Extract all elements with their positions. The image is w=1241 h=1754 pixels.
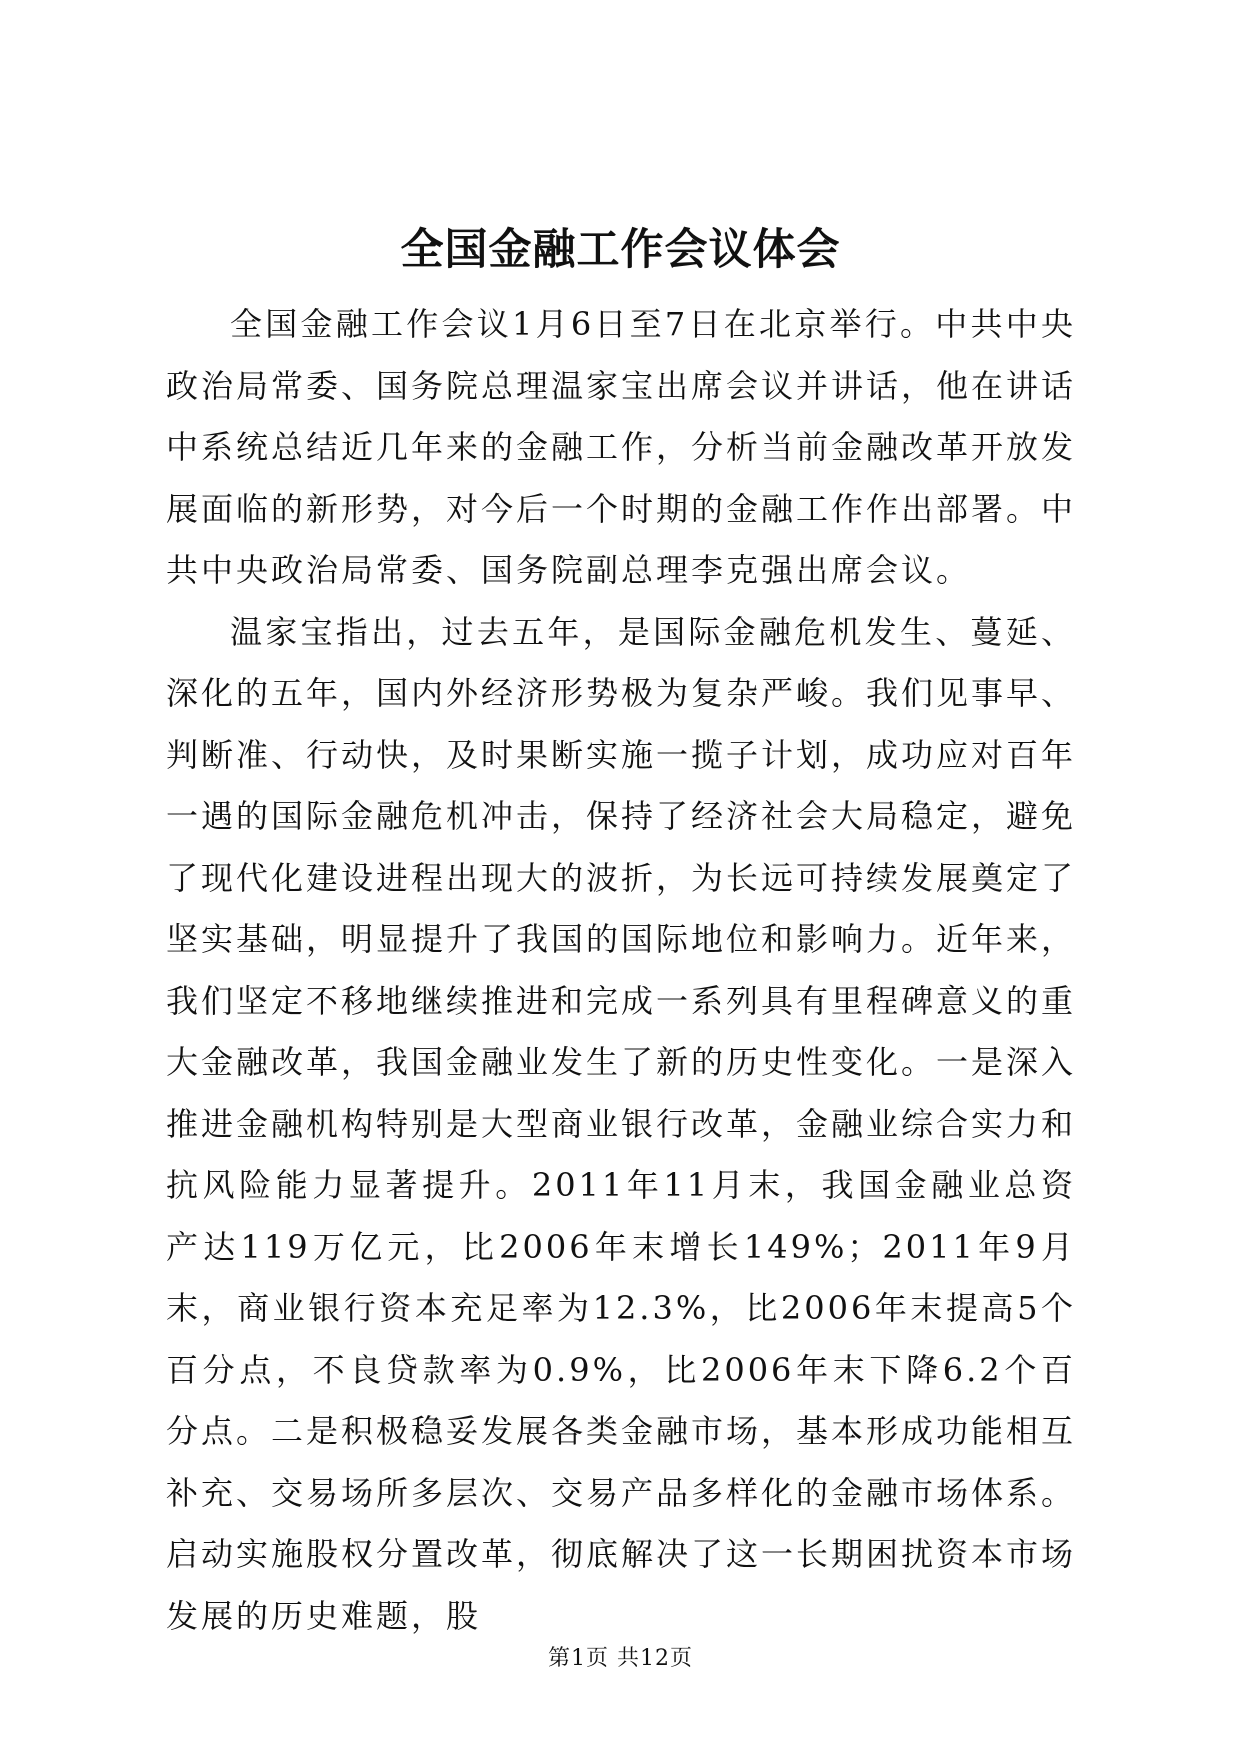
document-body <box>166 294 1076 1647</box>
paragraph-1: 全国金融工作会议1月6日至7日在北京举行。中共中央政治局常委、国务院总理温家宝出席会议并讲话，他在讲话中系统总结近几年来的金融工作，分析当前金融改革开放发展面临的新形势，对今后一个时期的金融工作作出部署。中共中央政治局常委、国务院副总理李克强出席会议。 <box>166 305 1077 589</box>
page-number-footer: 第1页 共12页 <box>548 1646 693 1671</box>
page-title: 全国金融工作会议体会 <box>400 225 841 275</box>
paragraph-2: 温家宝指出，过去五年，是国际金融危机发生、蔓延、深化的五年，国内外经济形势极为复杂严峻。我们见事早、判断准、行动快，及时果断实施一揽子计划，成功应对百年一遇的国际金融危机冲击，保持了经济社会大局稳定，避免了现代化建设进程出现大的波折，为长远可持续发展奠定了坚实基础，明显提升了我国的国际地位和影响力。近年来，我们坚定不移地继续推进和完成一系列具有里程碑意义的重大金融改革，我国金融业发生了新的历史性变化。一是深入推进金融机构特别是大型商业银行改革，金融业综合实力和抗风险能力显著提升。2011年11月末，我国金融业总资产达119万亿元，比2006年末增长149%；2011年9月末，商业银行资本充足率为12.3%，比2006年末提高5个百分点，不良贷款率为0.9%，比2006年末下降6.2个百分点。二是积极稳妥发展各类金融市场，基本形成功能相互补充、交易场所多层次、交易产品多样化的金融市场体系。启动实施股权分置改革，彻底解决了这一长期困扰资本市场发展的历史难题，股 <box>166 612 1077 1635</box>
